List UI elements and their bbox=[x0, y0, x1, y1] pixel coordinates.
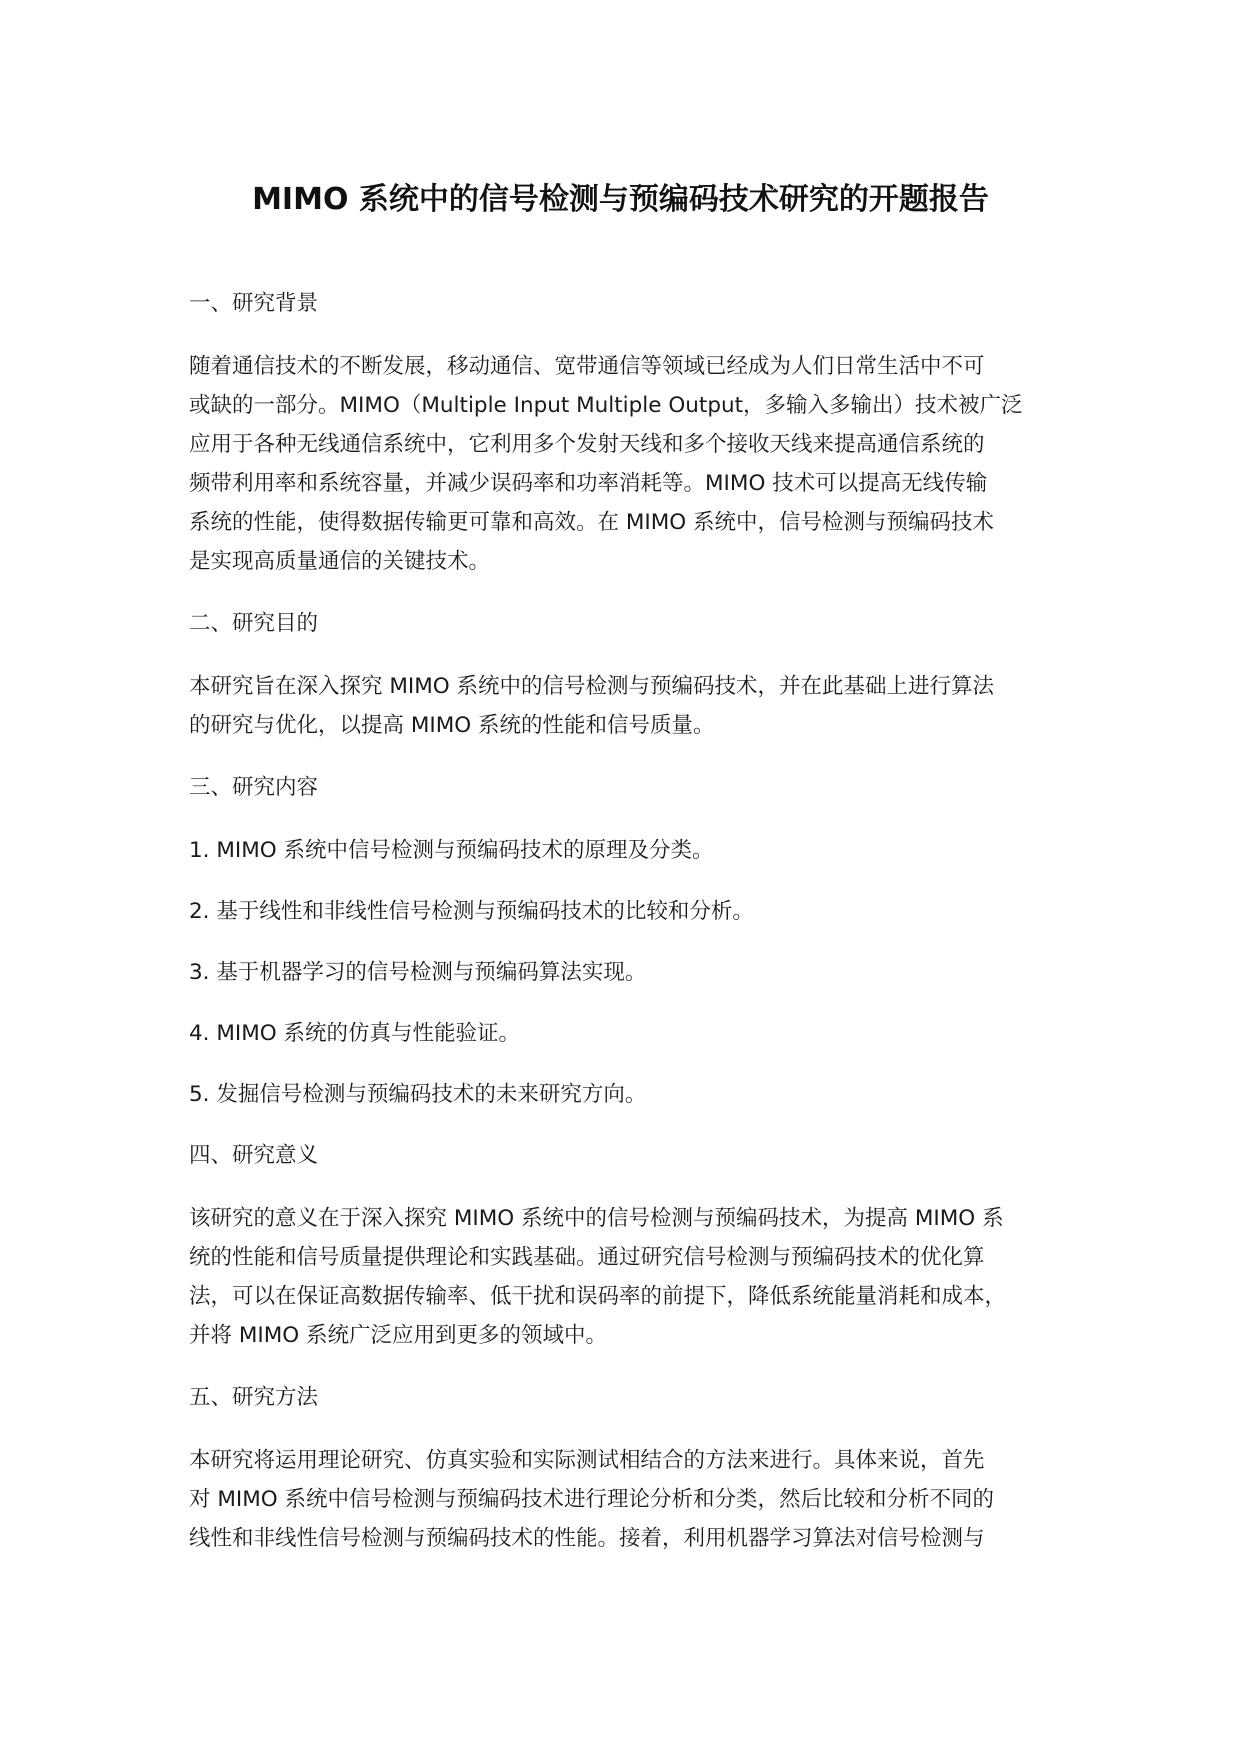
list-item: 3. 基于机器学习的信号检测与预编码算法实现。 bbox=[189, 960, 647, 985]
list-item: 5. 发掘信号检测与预编码技术的未来研究方向。 bbox=[189, 1082, 647, 1107]
paragraph-line: 对 MIMO 系统中信号检测与预编码技术进行理论分析和分类，然后比较和分析不同的 bbox=[189, 1487, 995, 1512]
paragraph-line: 本研究旨在深入探究 MIMO 系统中的信号检测与预编码技术，并在此基础上进行算法 bbox=[189, 674, 995, 699]
method-paragraph bbox=[189, 1441, 1089, 1558]
paragraph-line: 频带利用率和系统容量，并减少误码率和功率消耗等。MIMO 技术可以提高无线传输 bbox=[189, 471, 988, 496]
paragraph-line: 或缺的一部分。MIMO（Multiple Input Multiple Output，多输入多输出）技术被广泛 bbox=[189, 393, 1023, 418]
section-heading-purpose: 二、研究目的 bbox=[189, 611, 319, 636]
document-body bbox=[189, 284, 1089, 1581]
paragraph-line: 本研究将运用理论研究、仿真实验和实际测试相结合的方法来进行。具体来说，首先 bbox=[189, 1448, 985, 1473]
list-item: 1. MIMO 系统中信号检测与预编码技术的原理及分类。 bbox=[189, 838, 714, 863]
paragraph-line: 法，可以在保证高数据传输率、低干扰和误码率的前提下，降低系统能量消耗和成本， bbox=[189, 1284, 1007, 1309]
paragraph-line: 该研究的意义在于深入探究 MIMO 系统中的信号检测与预编码技术，为提高 MIMO 系 bbox=[189, 1206, 1004, 1231]
background-paragraph bbox=[189, 347, 1089, 581]
paragraph-line: 并将 MIMO 系统广泛应用到更多的领域中。 bbox=[189, 1323, 608, 1348]
purpose-paragraph bbox=[189, 667, 1089, 745]
section-heading-content: 三、研究内容 bbox=[189, 775, 319, 800]
paragraph-line: 应用于各种无线通信系统中，它利用多个发射天线和多个接收天线来提高通信系统的 bbox=[189, 432, 985, 457]
paragraph-line: 是实现高质量通信的关键技术。 bbox=[189, 549, 491, 574]
paragraph-line: 随着通信技术的不断发展，移动通信、宽带通信等领域已经成为人们日常生活中不可 bbox=[189, 354, 985, 379]
section-heading-significance: 四、研究意义 bbox=[189, 1143, 319, 1168]
paragraph-line: 系统的性能，使得数据传输更可靠和高效。在 MIMO 系统中，信号检测与预编码技术 bbox=[189, 510, 995, 535]
paragraph-line: 的研究与优化，以提高 MIMO 系统的性能和信号质量。 bbox=[189, 713, 715, 738]
list-item: 2. 基于线性和非线性信号检测与预编码技术的比较和分析。 bbox=[189, 899, 754, 924]
paragraph-line: 统的性能和信号质量提供理论和实践基础。通过研究信号检测与预编码技术的优化算 bbox=[189, 1245, 985, 1270]
section-heading-method: 五、研究方法 bbox=[189, 1385, 319, 1410]
document-title: MIMO 系统中的信号检测与预编码技术研究的开题报告 bbox=[252, 182, 989, 217]
significance-paragraph bbox=[189, 1199, 1089, 1355]
paragraph-line: 线性和非线性信号检测与预编码技术的性能。接着，利用机器学习算法对信号检测与 bbox=[189, 1526, 985, 1551]
list-item: 4. MIMO 系统的仿真与性能验证。 bbox=[189, 1021, 521, 1046]
section-heading-background: 一、研究背景 bbox=[189, 291, 319, 316]
